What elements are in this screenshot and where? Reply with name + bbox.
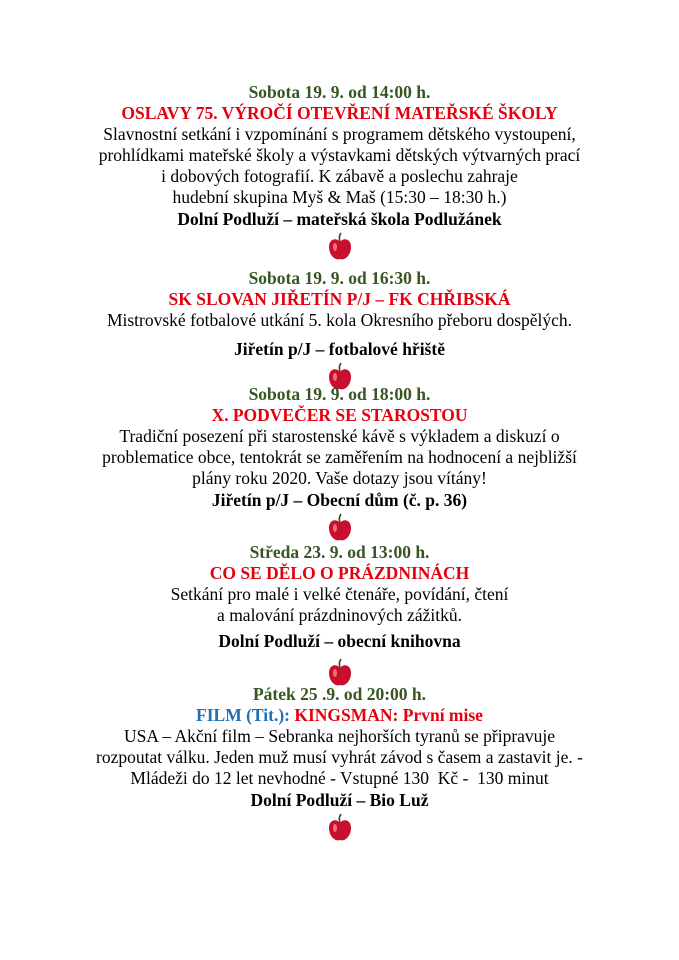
event-description-line: a malování prázdninových zážitků. [217, 605, 462, 625]
event-4 [0, 542, 679, 688]
apple-icon [327, 232, 353, 262]
event-description-line: USA – Akční film – Sebranka nejhorších tyranů se připravuje [123, 726, 556, 746]
event-title [0, 705, 679, 726]
event-date: Středa 23. 9. od 13:00 h. [249, 542, 430, 562]
event-3 [0, 384, 679, 543]
event-date: Sobota 19. 9. od 14:00 h. [248, 82, 431, 102]
event-description-line: Tradiční posezení při starostenské kávě s výkladem a diskuzí o [119, 426, 560, 446]
event-description-line: problematice obce, tentokrát se zaměřením na hodnocení a nejbližší [102, 447, 577, 467]
event-venue: Dolní Podluží – mateřská škola Podlužánek [177, 209, 502, 229]
event-description-line: Mládeži do 12 let nevhodné - Vstupné 130 Kč - 130 minut [130, 768, 549, 788]
event-venue: Dolní Podluží – obecní knihovna [218, 631, 461, 651]
event-venue: Dolní Podluží – Bio Luž [250, 790, 429, 810]
event-description-line: Setkání pro malé i velké čtenáře, povídání, čtení [170, 584, 509, 604]
event-date: Sobota 19. 9. od 16:30 h. [248, 268, 431, 288]
event-1 [0, 82, 679, 262]
event-title: CO SE DĚLO O PRÁZDNINÁCH [209, 563, 470, 583]
event-title: X. PODVEČER SE STAROSTOU [211, 405, 468, 425]
event-venue: Jiřetín p/J – Obecní dům (č. p. 36) [211, 490, 468, 510]
event-description-line: rozpoutat válku. Jeden muž musí vyhrát závod s časem a zastavit je. - [96, 747, 583, 767]
event-date: Pátek 25 .9. od 20:00 h. [252, 684, 427, 704]
event-description-line: Mistrovské fotbalové utkání 5. kola Okresního přeboru dospělých. [106, 310, 573, 330]
event-description-line: hudební skupina Myš & Maš (15:30 – 18:30 h.) [172, 187, 507, 207]
event-venue: Jiřetín p/J – fotbalové hřiště [234, 339, 445, 359]
film-label: FILM (Tit.): [196, 705, 290, 725]
event-title: OSLAVY 75. VÝROČÍ OTEVŘENÍ MATEŘSKÉ ŠKOLY [121, 103, 558, 123]
apple-icon [327, 813, 353, 843]
apple-icon [327, 513, 353, 543]
event-2 [0, 268, 679, 392]
event-title: SK SLOVAN JIŘETÍN P/J – FK CHŘIBSKÁ [168, 289, 511, 309]
event-date: Sobota 19. 9. od 18:00 h. [248, 384, 431, 404]
event-description-line: plány roku 2020. Vaše dotazy jsou vítány! [192, 468, 487, 488]
event-description-line: i dobových fotografií. K zábavě a poslechu zahraje [161, 166, 518, 186]
event-5 [0, 684, 679, 843]
event-description-line: Slavnostní setkání i vzpomínání s programem dětského vystoupení, [103, 124, 576, 144]
film-title: KINGSMAN: První mise [289, 705, 483, 725]
event-description-line: prohlídkami mateřské školy a výstavkami dětských výtvarných prací [98, 145, 581, 165]
